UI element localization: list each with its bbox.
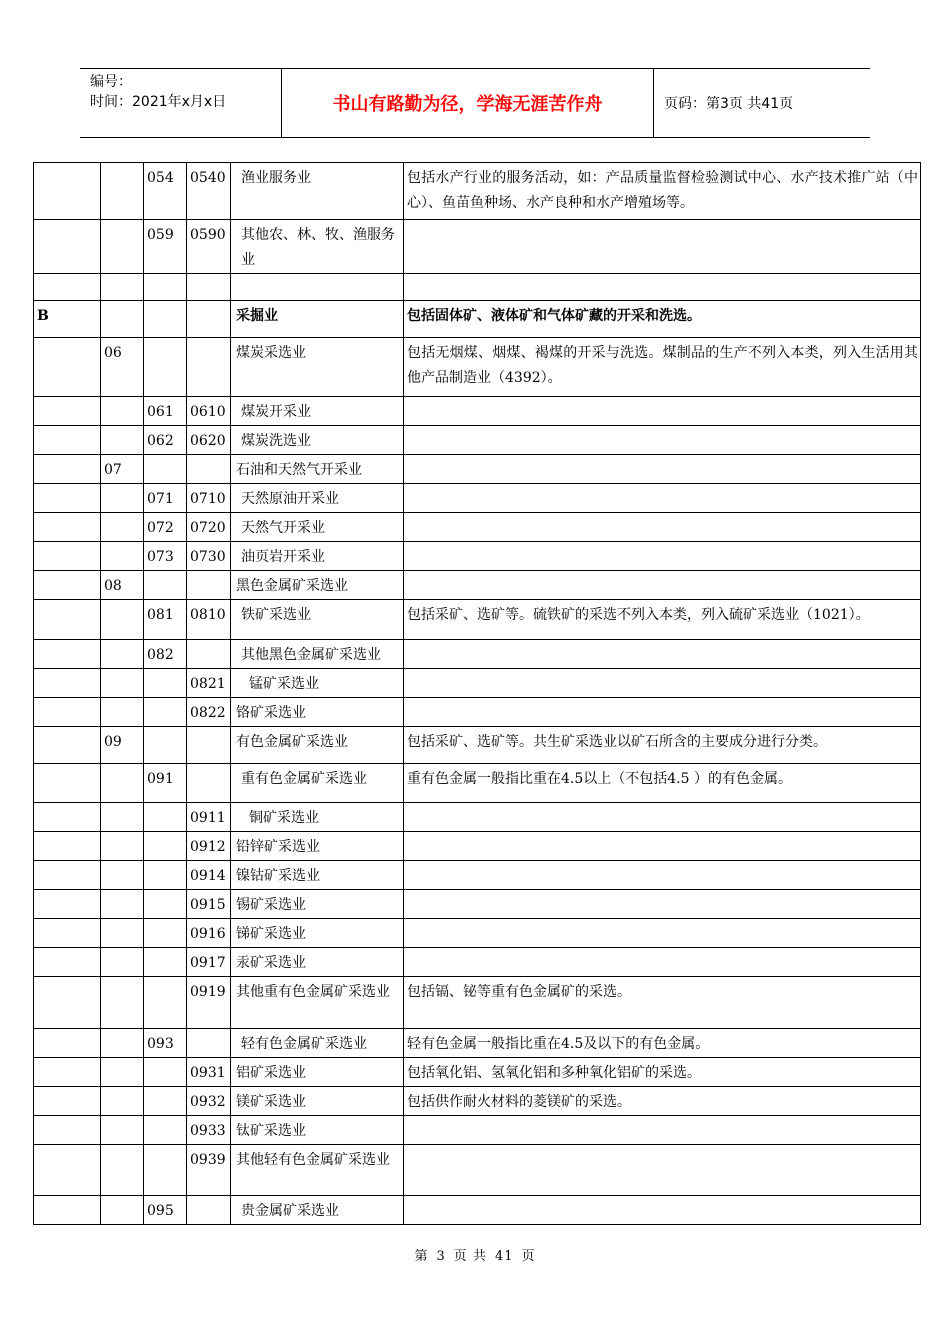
industry-name-cell: 汞矿采选业 bbox=[231, 948, 404, 977]
group-cell bbox=[144, 571, 187, 600]
table-row bbox=[34, 397, 921, 426]
table-row bbox=[34, 542, 921, 571]
industry-name-cell: 锰矿采选业 bbox=[231, 669, 404, 698]
section-cell bbox=[34, 513, 101, 542]
section-cell bbox=[34, 571, 101, 600]
industry-name-cell: 采掘业 bbox=[231, 301, 404, 338]
description-cell bbox=[404, 274, 921, 301]
description-cell bbox=[404, 1116, 921, 1145]
group-cell: 061 bbox=[144, 397, 187, 426]
division-cell bbox=[101, 1058, 144, 1087]
table-row bbox=[34, 919, 921, 948]
section-cell bbox=[34, 764, 101, 803]
group-cell: 093 bbox=[144, 1029, 187, 1058]
description-cell bbox=[404, 640, 921, 669]
header-meta bbox=[80, 69, 282, 137]
description-cell: 包括氧化铝、氢氧化铝和多种氧化铝矿的采选。 bbox=[404, 1058, 921, 1087]
group-cell: 062 bbox=[144, 426, 187, 455]
division-cell bbox=[101, 919, 144, 948]
table-row bbox=[34, 1145, 921, 1196]
description-cell bbox=[404, 698, 921, 727]
division-cell bbox=[101, 1145, 144, 1196]
section-cell bbox=[34, 220, 101, 274]
table-row bbox=[34, 698, 921, 727]
table-row bbox=[34, 1116, 921, 1145]
page-header bbox=[80, 68, 870, 138]
section-cell bbox=[34, 1116, 101, 1145]
section-cell bbox=[34, 1145, 101, 1196]
class-cell: 0710 bbox=[187, 484, 231, 513]
industry-name-cell: 油页岩开采业 bbox=[231, 542, 404, 571]
description-cell bbox=[404, 832, 921, 861]
table-row bbox=[34, 571, 921, 600]
group-cell bbox=[144, 301, 187, 338]
division-cell bbox=[101, 542, 144, 571]
class-cell bbox=[187, 571, 231, 600]
section-cell bbox=[34, 1087, 101, 1116]
table-row bbox=[34, 600, 921, 640]
section-cell bbox=[34, 600, 101, 640]
industry-name-cell: 黑色金属矿采选业 bbox=[231, 571, 404, 600]
class-cell: 0911 bbox=[187, 803, 231, 832]
section-cell bbox=[34, 397, 101, 426]
industry-name-cell: 镁矿采选业 bbox=[231, 1087, 404, 1116]
division-cell: 07 bbox=[101, 455, 144, 484]
class-cell: 0620 bbox=[187, 426, 231, 455]
section-cell bbox=[34, 1029, 101, 1058]
table-row bbox=[34, 764, 921, 803]
industry-name-cell: 锡矿采选业 bbox=[231, 890, 404, 919]
table-row bbox=[34, 455, 921, 484]
industry-name-cell: 钛矿采选业 bbox=[231, 1116, 404, 1145]
division-cell bbox=[101, 669, 144, 698]
table-row bbox=[34, 832, 921, 861]
class-cell: 0540 bbox=[187, 163, 231, 220]
division-cell bbox=[101, 163, 144, 220]
description-cell bbox=[404, 484, 921, 513]
section-cell bbox=[34, 455, 101, 484]
industry-name-cell: 石油和天然气开采业 bbox=[231, 455, 404, 484]
division-cell bbox=[101, 600, 144, 640]
division-cell bbox=[101, 1116, 144, 1145]
section-cell bbox=[34, 803, 101, 832]
description-cell bbox=[404, 571, 921, 600]
table-row bbox=[34, 948, 921, 977]
group-cell bbox=[144, 1058, 187, 1087]
industry-name-cell: 渔业服务业 bbox=[231, 163, 404, 220]
group-cell: 054 bbox=[144, 163, 187, 220]
group-cell bbox=[144, 274, 187, 301]
group-cell bbox=[144, 948, 187, 977]
group-cell bbox=[144, 803, 187, 832]
class-cell: 0590 bbox=[187, 220, 231, 274]
class-cell bbox=[187, 1029, 231, 1058]
description-cell bbox=[404, 861, 921, 890]
section-cell bbox=[34, 669, 101, 698]
group-cell bbox=[144, 977, 187, 1029]
footer-prefix: 第 bbox=[414, 1249, 429, 1264]
section-cell bbox=[34, 1058, 101, 1087]
description-cell: 重有色金属一般指比重在4.5以上（不包括4.5 ）的有色金属。 bbox=[404, 764, 921, 803]
division-cell bbox=[101, 220, 144, 274]
division-cell bbox=[101, 301, 144, 338]
industry-name-cell: 镍钴矿采选业 bbox=[231, 861, 404, 890]
class-cell bbox=[187, 764, 231, 803]
table-row bbox=[34, 1029, 921, 1058]
section-cell bbox=[34, 977, 101, 1029]
section-cell bbox=[34, 338, 101, 397]
group-cell: 072 bbox=[144, 513, 187, 542]
description-cell bbox=[404, 542, 921, 571]
class-cell bbox=[187, 727, 231, 764]
industry-name-cell: 其他轻有色金属矿采选业 bbox=[231, 1145, 404, 1196]
section-cell bbox=[34, 948, 101, 977]
table-row bbox=[34, 669, 921, 698]
division-cell bbox=[101, 1196, 144, 1225]
group-cell bbox=[144, 861, 187, 890]
section-cell bbox=[34, 426, 101, 455]
division-cell bbox=[101, 513, 144, 542]
table-row bbox=[34, 484, 921, 513]
group-cell bbox=[144, 832, 187, 861]
description-cell bbox=[404, 919, 921, 948]
description-cell: 包括采矿、选矿等。共生矿采选业以矿石所含的主要成分进行分类。 bbox=[404, 727, 921, 764]
class-cell: 0919 bbox=[187, 977, 231, 1029]
class-cell: 0912 bbox=[187, 832, 231, 861]
section-cell bbox=[34, 698, 101, 727]
description-cell: 轻有色金属一般指比重在4.5及以下的有色金属。 bbox=[404, 1029, 921, 1058]
table-row bbox=[34, 513, 921, 542]
group-cell bbox=[144, 698, 187, 727]
footer-suffix: 页 bbox=[521, 1249, 536, 1264]
industry-name-cell: 有色金属矿采选业 bbox=[231, 727, 404, 764]
division-cell bbox=[101, 948, 144, 977]
section-cell bbox=[34, 919, 101, 948]
page-footer bbox=[0, 1245, 950, 1264]
header-page-code: 页码：第3页 共41页 bbox=[664, 96, 794, 112]
class-cell bbox=[187, 1196, 231, 1225]
section-cell bbox=[34, 727, 101, 764]
class-cell: 0917 bbox=[187, 948, 231, 977]
class-cell: 0939 bbox=[187, 1145, 231, 1196]
table-row bbox=[34, 301, 921, 338]
table-row bbox=[34, 1087, 921, 1116]
group-cell: 081 bbox=[144, 600, 187, 640]
division-cell bbox=[101, 1029, 144, 1058]
class-cell: 0916 bbox=[187, 919, 231, 948]
footer-middle: 页 共 bbox=[453, 1249, 487, 1264]
class-cell bbox=[187, 301, 231, 338]
class-cell: 0915 bbox=[187, 890, 231, 919]
industry-name-cell: 天然原油开采业 bbox=[231, 484, 404, 513]
description-cell: 包括采矿、选矿等。硫铁矿的采选不列入本类，列入硫矿采选业（1021）。 bbox=[404, 600, 921, 640]
industry-classification-table bbox=[33, 162, 921, 1225]
division-cell bbox=[101, 861, 144, 890]
group-cell: 082 bbox=[144, 640, 187, 669]
division-cell bbox=[101, 698, 144, 727]
group-cell: 091 bbox=[144, 764, 187, 803]
division-cell bbox=[101, 274, 144, 301]
description-cell bbox=[404, 455, 921, 484]
description-cell: 包括水产行业的服务活动，如：产品质量监督检验测试中心、水产技术推广站（中心）、鱼苗鱼种场、水产良种和水产增殖场等。 bbox=[404, 163, 921, 220]
table-row bbox=[34, 890, 921, 919]
division-cell bbox=[101, 977, 144, 1029]
division-cell bbox=[101, 484, 144, 513]
class-cell: 0720 bbox=[187, 513, 231, 542]
footer-page-total: 41 bbox=[494, 1249, 514, 1264]
class-cell: 0610 bbox=[187, 397, 231, 426]
description-cell bbox=[404, 890, 921, 919]
table-row bbox=[34, 338, 921, 397]
group-cell bbox=[144, 890, 187, 919]
table-row bbox=[34, 727, 921, 764]
group-cell bbox=[144, 338, 187, 397]
header-motto: 书山有路勤为径，学海无涯苦作舟 bbox=[282, 69, 654, 137]
class-cell: 0822 bbox=[187, 698, 231, 727]
table-body bbox=[34, 163, 921, 1225]
section-cell bbox=[34, 861, 101, 890]
industry-name-cell: 煤炭采选业 bbox=[231, 338, 404, 397]
section-cell bbox=[34, 1196, 101, 1225]
division-cell bbox=[101, 397, 144, 426]
class-cell bbox=[187, 455, 231, 484]
division-cell: 06 bbox=[101, 338, 144, 397]
table-row bbox=[34, 803, 921, 832]
header-time-label: 时间：2021年x月x日 bbox=[90, 94, 227, 110]
division-cell bbox=[101, 1087, 144, 1116]
industry-name-cell: 其他农、林、牧、渔服务业 bbox=[231, 220, 404, 274]
header-number-label: 编号： bbox=[90, 74, 132, 90]
group-cell bbox=[144, 455, 187, 484]
group-cell bbox=[144, 727, 187, 764]
group-cell bbox=[144, 669, 187, 698]
division-cell bbox=[101, 803, 144, 832]
industry-name-cell: 轻有色金属矿采选业 bbox=[231, 1029, 404, 1058]
class-cell: 0821 bbox=[187, 669, 231, 698]
class-cell: 0914 bbox=[187, 861, 231, 890]
description-cell bbox=[404, 513, 921, 542]
class-cell bbox=[187, 640, 231, 669]
section-cell bbox=[34, 274, 101, 301]
description-cell: 包括镉、铋等重有色金属矿的采选。 bbox=[404, 977, 921, 1029]
group-cell: 059 bbox=[144, 220, 187, 274]
footer-page-number: 3 bbox=[436, 1249, 446, 1264]
class-cell: 0810 bbox=[187, 600, 231, 640]
description-cell: 包括固体矿、液体矿和气体矿藏的开采和洗选。 bbox=[404, 301, 921, 338]
section-cell bbox=[34, 832, 101, 861]
table-row bbox=[34, 426, 921, 455]
section-cell bbox=[34, 890, 101, 919]
industry-name-cell bbox=[231, 274, 404, 301]
division-cell bbox=[101, 832, 144, 861]
class-cell: 0933 bbox=[187, 1116, 231, 1145]
table-row bbox=[34, 861, 921, 890]
industry-name-cell: 重有色金属矿采选业 bbox=[231, 764, 404, 803]
industry-name-cell: 天然气开采业 bbox=[231, 513, 404, 542]
industry-name-cell: 铅锌矿采选业 bbox=[231, 832, 404, 861]
industry-name-cell: 铜矿采选业 bbox=[231, 803, 404, 832]
industry-name-cell: 煤炭洗选业 bbox=[231, 426, 404, 455]
division-cell: 08 bbox=[101, 571, 144, 600]
description-cell: 包括供作耐火材料的菱镁矿的采选。 bbox=[404, 1087, 921, 1116]
industry-name-cell: 铁矿采选业 bbox=[231, 600, 404, 640]
description-cell bbox=[404, 948, 921, 977]
description-cell bbox=[404, 803, 921, 832]
description-cell: 包括无烟煤、烟煤、褐煤的开采与洗选。煤制品的生产不列入本类，列入生活用其他产品制造业（4392）。 bbox=[404, 338, 921, 397]
group-cell bbox=[144, 1116, 187, 1145]
industry-name-cell: 铝矿采选业 bbox=[231, 1058, 404, 1087]
table-row bbox=[34, 1196, 921, 1225]
industry-name-cell: 锑矿采选业 bbox=[231, 919, 404, 948]
group-cell bbox=[144, 919, 187, 948]
group-cell: 095 bbox=[144, 1196, 187, 1225]
table-row bbox=[34, 1058, 921, 1087]
division-cell bbox=[101, 890, 144, 919]
division-cell bbox=[101, 640, 144, 669]
section-cell bbox=[34, 163, 101, 220]
section-cell: B bbox=[34, 301, 101, 338]
table-row bbox=[34, 977, 921, 1029]
section-cell bbox=[34, 640, 101, 669]
industry-name-cell: 其他重有色金属矿采选业 bbox=[231, 977, 404, 1029]
class-cell: 0730 bbox=[187, 542, 231, 571]
group-cell: 071 bbox=[144, 484, 187, 513]
industry-name-cell: 铬矿采选业 bbox=[231, 698, 404, 727]
table-row bbox=[34, 640, 921, 669]
division-cell: 09 bbox=[101, 727, 144, 764]
description-cell bbox=[404, 1145, 921, 1196]
description-cell bbox=[404, 1196, 921, 1225]
division-cell bbox=[101, 426, 144, 455]
industry-name-cell: 煤炭开采业 bbox=[231, 397, 404, 426]
description-cell bbox=[404, 426, 921, 455]
group-cell bbox=[144, 1145, 187, 1196]
class-cell: 0932 bbox=[187, 1087, 231, 1116]
class-cell: 0931 bbox=[187, 1058, 231, 1087]
class-cell bbox=[187, 274, 231, 301]
description-cell bbox=[404, 397, 921, 426]
section-cell bbox=[34, 542, 101, 571]
table-row bbox=[34, 163, 921, 220]
table-row bbox=[34, 220, 921, 274]
group-cell bbox=[144, 1087, 187, 1116]
description-cell bbox=[404, 669, 921, 698]
table-row bbox=[34, 274, 921, 301]
description-cell bbox=[404, 220, 921, 274]
industry-name-cell: 其他黑色金属矿采选业 bbox=[231, 640, 404, 669]
industry-name-cell: 贵金属矿采选业 bbox=[231, 1196, 404, 1225]
group-cell: 073 bbox=[144, 542, 187, 571]
section-cell bbox=[34, 484, 101, 513]
division-cell bbox=[101, 764, 144, 803]
class-cell bbox=[187, 338, 231, 397]
